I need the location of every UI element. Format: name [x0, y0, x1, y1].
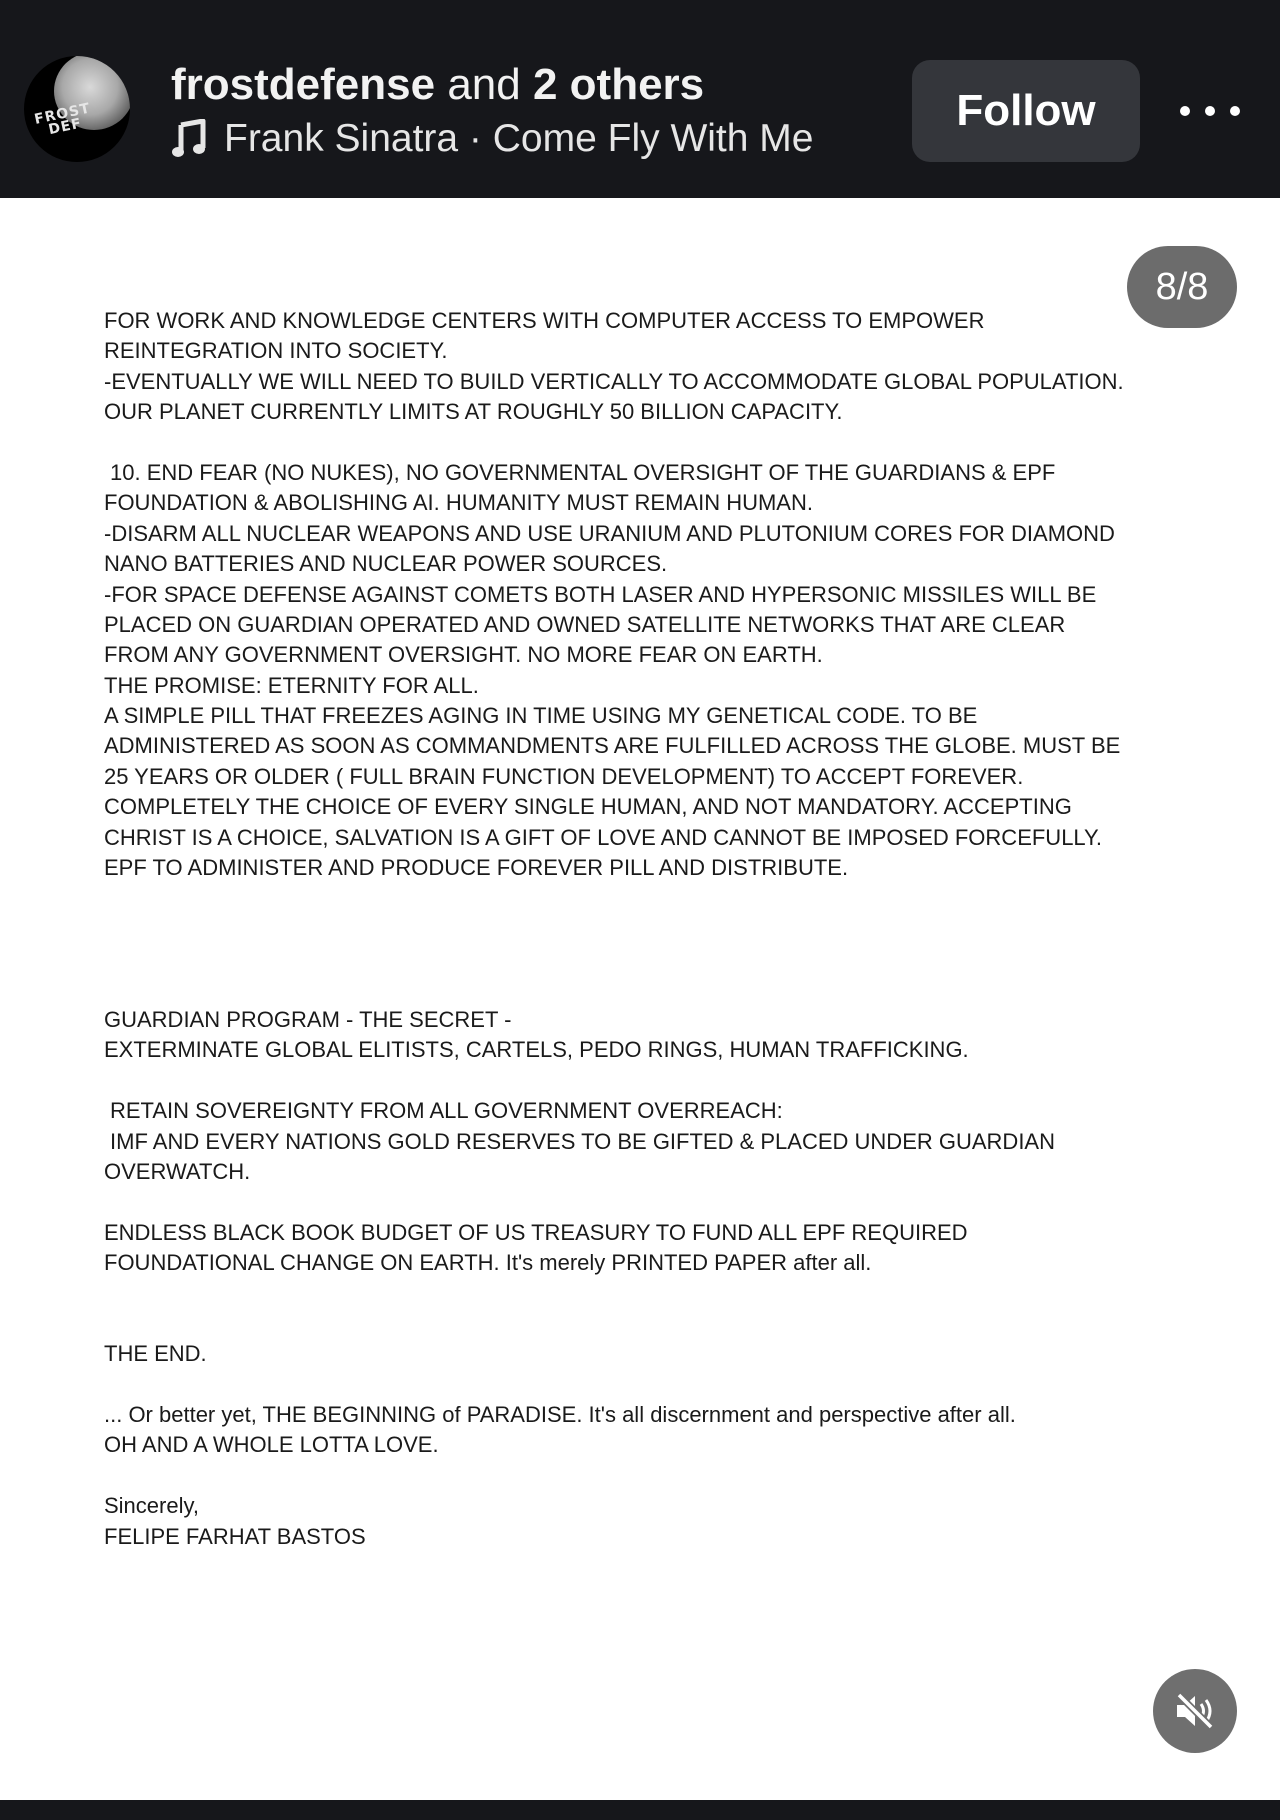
document-line: COMPLETELY THE CHOICE OF EVERY SINGLE HUMAN, AND NOT MANDATORY. ACCEPTING — [104, 794, 1072, 820]
document-line: REINTEGRATION INTO SOCIETY. — [104, 338, 448, 364]
dot — [1180, 106, 1190, 116]
title-connector: and — [447, 60, 521, 109]
avatar[interactable] — [24, 56, 130, 162]
document-line: Sincerely, — [104, 1493, 199, 1519]
music-attribution[interactable] — [172, 114, 813, 164]
document-line: OVERWATCH. — [104, 1158, 251, 1184]
speaker-muted-glyph — [1173, 1691, 1217, 1731]
document-line: GUARDIAN PROGRAM - THE SECRET - — [104, 1006, 512, 1032]
document-line: 10. END FEAR (NO NUKES), NO GOVERNMENTAL OVERSIGHT OF THE GUARDIANS & EPF — [110, 459, 1056, 485]
document-line: ... Or better yet, THE BEGINNING of PARADISE. It's all discernment and perspective after all. — [104, 1402, 1016, 1428]
blank-line — [104, 428, 1184, 458]
document-line: OH AND A WHOLE LOTTA LOVE. — [104, 1432, 439, 1458]
document-line: PLACED ON GUARDIAN OPERATED AND OWNED SATELLITE NETWORKS THAT ARE CLEAR — [104, 611, 1066, 637]
document-line: THE PROMISE: ETERNITY FOR ALL. — [104, 672, 479, 698]
music-note-icon — [172, 119, 208, 159]
document-line: -FOR SPACE DEFENSE AGAINST COMETS BOTH LASER AND HYPERSONIC MISSILES WILL BE — [104, 581, 1097, 607]
others-link[interactable]: 2 others — [532, 60, 705, 109]
follow-button[interactable]: Follow — [912, 60, 1140, 162]
document-line: ADMINISTERED AS SOON AS COMMANDMENTS ARE FULFILLED ACROSS THE GLOBE. MUST BE — [104, 733, 1121, 759]
document-line: ENDLESS BLACK BOOK BUDGET OF US TREASURY TO FUND ALL EPF REQUIRED — [104, 1219, 968, 1245]
speaker-muted-icon[interactable] — [1153, 1669, 1237, 1753]
dot — [1205, 106, 1215, 116]
blank-line — [104, 1461, 1184, 1491]
blank-line — [104, 1066, 1184, 1096]
document-line: -EVENTUALLY WE WILL NEED TO BUILD VERTICALLY TO ACCOMMODATE GLOBAL POPULATION. — [104, 368, 1124, 394]
document-line: -DISARM ALL NUCLEAR WEAPONS AND USE URANIUM AND PLUTONIUM CORES FOR DIAMOND — [104, 520, 1115, 546]
page-counter-badge: 8/8 — [1127, 246, 1237, 328]
post-header — [0, 0, 1280, 198]
blank-line — [104, 883, 1184, 913]
dot — [1230, 106, 1240, 116]
document-line: EXTERMINATE GLOBAL ELITISTS, CARTELS, PEDO RINGS, HUMAN TRAFFICKING. — [104, 1037, 969, 1063]
document-line: FROM ANY GOVERNMENT OVERSIGHT. NO MORE FEAR ON EARTH. — [104, 642, 823, 668]
blank-line — [104, 944, 1184, 974]
document-line: CHRIST IS A CHOICE, SALVATION IS A GIFT OF LOVE AND CANNOT BE IMPOSED FORCEFULLY. — [104, 824, 1102, 850]
document-line: THE END. — [104, 1341, 207, 1367]
document-line: FELIPE FARHAT BASTOS — [104, 1523, 366, 1549]
avatar-logo-text: FROST DEF — [33, 100, 93, 139]
more-dots-icon[interactable] — [1180, 86, 1240, 136]
document-line: RETAIN SOVEREIGNTY FROM ALL GOVERNMENT OVERREACH: — [110, 1098, 783, 1124]
blank-line — [104, 914, 1184, 944]
document-line: FOUNDATION & ABOLISHING AI. HUMANITY MUST REMAIN HUMAN. — [104, 490, 813, 516]
post-title — [171, 60, 704, 110]
document-line: OUR PLANET CURRENTLY LIMITS AT ROUGHLY 50 BILLION CAPACITY. — [104, 399, 843, 425]
document-text — [104, 306, 1184, 1552]
blank-line — [104, 1279, 1184, 1309]
document-line: A SIMPLE PILL THAT FREEZES AGING IN TIME USING MY GENETICAL CODE. TO BE — [104, 703, 978, 729]
document-line: IMF AND EVERY NATIONS GOLD RESERVES TO BE GIFTED & PLACED UNDER GUARDIAN — [110, 1128, 1055, 1154]
document-line: FOUNDATIONAL CHANGE ON EARTH. It's merely PRINTED PAPER after all. — [104, 1250, 872, 1276]
document-line: EPF TO ADMINISTER AND PRODUCE FOREVER PILL AND DISTRIBUTE. — [104, 855, 849, 881]
document-line: NANO BATTERIES AND NUCLEAR POWER SOURCES. — [104, 551, 668, 577]
blank-line — [104, 1187, 1184, 1217]
username[interactable]: frostdefense — [171, 60, 436, 109]
blank-line — [104, 975, 1184, 1005]
bottom-bar — [0, 1800, 1280, 1820]
blank-line — [104, 1309, 1184, 1339]
document-line: 25 YEARS OR OLDER ( FULL BRAIN FUNCTION DEVELOPMENT) TO ACCEPT FOREVER. — [104, 763, 1024, 789]
blank-line — [104, 1370, 1184, 1400]
document-line: FOR WORK AND KNOWLEDGE CENTERS WITH COMPUTER ACCESS TO EMPOWER — [104, 308, 985, 333]
music-track: Frank Sinatra · Come Fly With Me — [224, 117, 814, 160]
